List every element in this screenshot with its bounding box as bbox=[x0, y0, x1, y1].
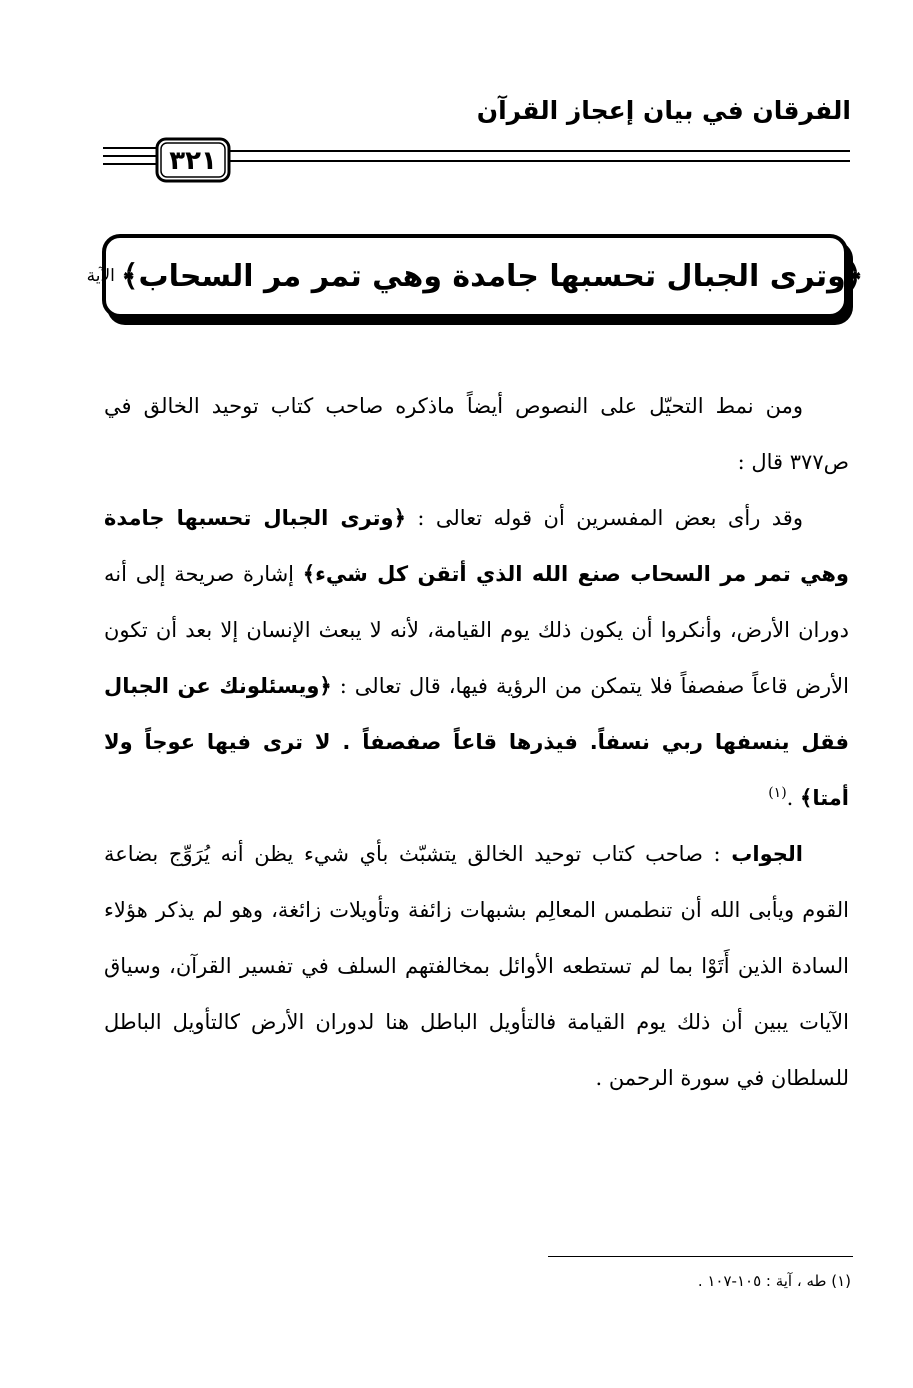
footnote-divider bbox=[548, 1256, 853, 1257]
quran-verse-2: ﴿ويسئلونك عن الجبال فقل ينسفها ربي نسفاً. فيذرها قاعاً صفصفاً . لا ترى فيها عوجاً ولا أمتا﴾ bbox=[104, 674, 849, 810]
body-text bbox=[104, 378, 849, 1106]
paragraph-1-text: ومن نمط التحيّل على النصوص أيضاً ماذكره صاحب كتاب توحيد الخالق في ص٣٧٧ قال : bbox=[104, 394, 849, 474]
running-title: الفرقان في بيان إعجاز القرآن bbox=[476, 96, 851, 125]
chapter-title-box bbox=[86, 234, 864, 318]
header-rules bbox=[0, 130, 913, 190]
paragraph-2 bbox=[104, 490, 849, 826]
answer-label: الجواب bbox=[731, 842, 803, 866]
footnote-marker: (١) bbox=[768, 785, 787, 801]
paragraph-3-text: : صاحب كتاب توحيد الخالق يتشبّث بأي شيء يظن أنه يُرَوِّج بضاعة القوم ويأبى الله أن تنطمس المعالِم بشبهات زائفة وتأويلات زائغة، وهو لم يذكر هؤلاء السادة الذين أَتَوْا بما لم تستطعه الأوائل بمخالفتهم السلف في تفسير القرآن، وسياق الآيات يبين أن ذلك يوم القيامة فالتأويل الباطل هنا لدوران الأرض كالتأويل الباطل للسلطان في سورة الرحمن . bbox=[104, 842, 849, 1090]
paragraph-2-intro: وقد رأى بعض المفسرين أن قوله تعالى : bbox=[417, 506, 803, 530]
chapter-title: ﴿وترى الجبال تحسبها جامدة وهي تمر مر السحاب﴾ bbox=[120, 258, 864, 294]
chapter-title-suffix: الآية bbox=[86, 266, 115, 286]
page-number: ٣٢١ bbox=[169, 146, 217, 176]
footnote: (١) طه ، آية : ١٠٥-١٠٧ . bbox=[697, 1272, 851, 1290]
paragraph-2-body: إشارة صريحة إلى أنه دوران الأرض، وأنكروا أن يكون ذلك يوم القيامة، لأنه لا يبعث الإنسان إلا بعد أن تكون الأرض قاعاً صفصفاً فلا يتمكن من الرؤية فيها، قال تعالى : bbox=[104, 562, 849, 698]
quran-verse-1: ﴿وترى الجبال تحسبها جامدة وهي تمر مر السحاب صنع الله الذي أتقن كل شيء﴾ bbox=[104, 506, 849, 586]
paragraph-3 bbox=[104, 826, 849, 1106]
paragraph-2-end: . bbox=[786, 786, 794, 810]
paragraph-1 bbox=[104, 378, 849, 490]
